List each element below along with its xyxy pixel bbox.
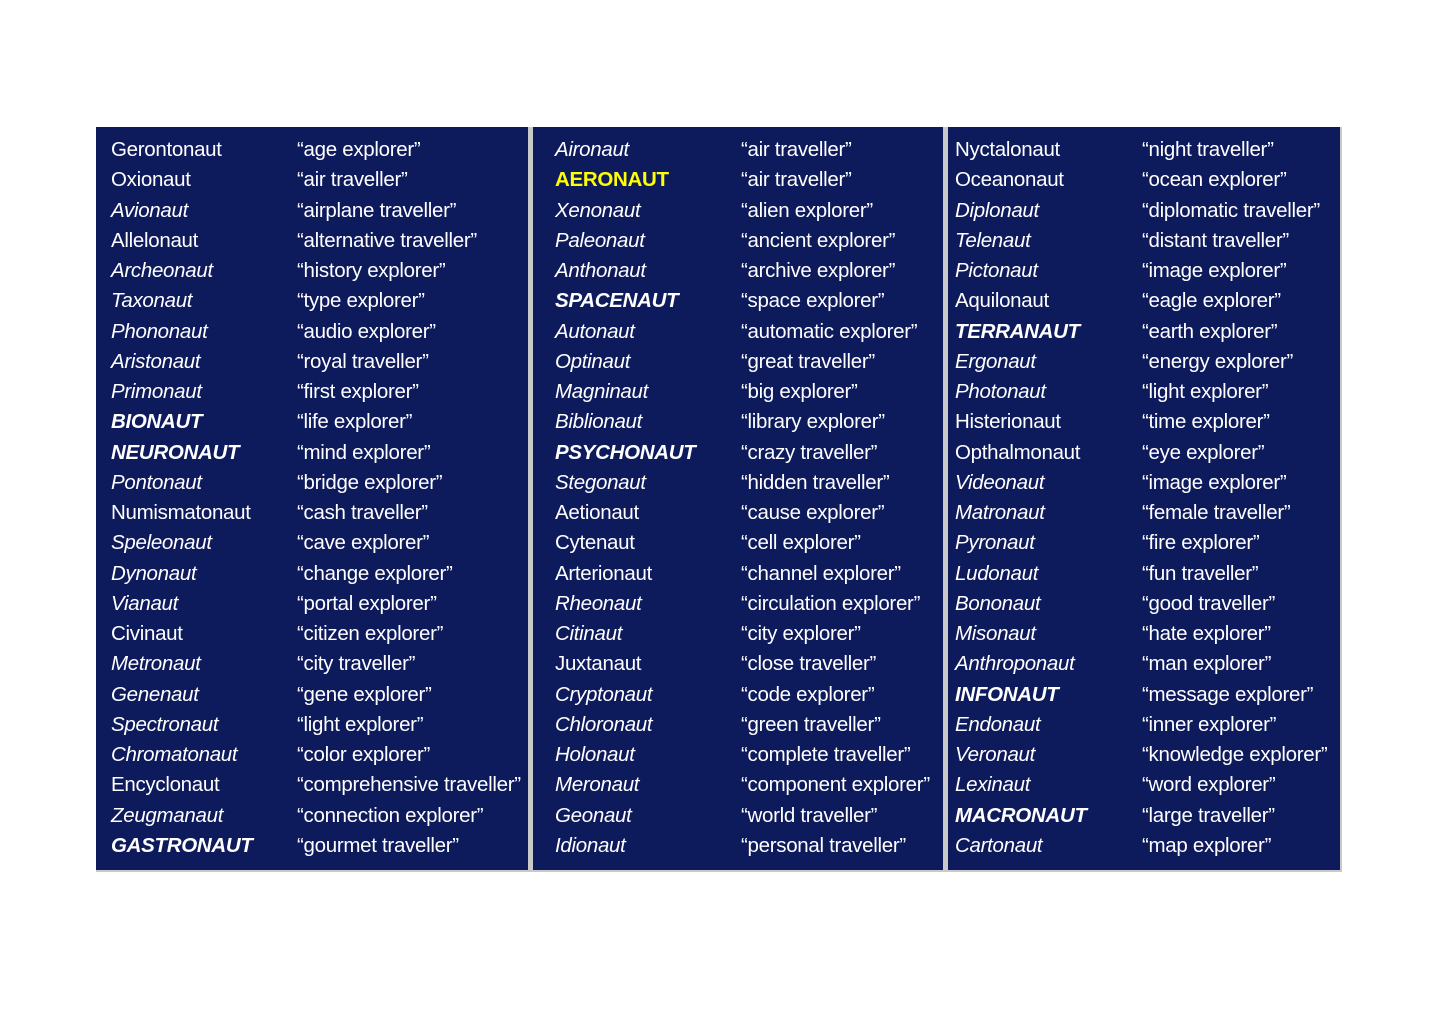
term-cell: Meronaut — [555, 773, 640, 797]
term-cell: Cartonaut — [955, 833, 1043, 857]
meaning-cell: “big explorer” — [741, 380, 858, 403]
meaning-cell: “good traveller” — [1142, 591, 1276, 615]
term-cell: Zeugmanaut — [111, 803, 224, 827]
meaning-cell: “city explorer” — [741, 622, 861, 645]
meaning-cell: “knowledge explorer” — [1142, 743, 1328, 766]
meaning-cell: “cell explorer” — [741, 531, 861, 555]
column-panel-3 — [948, 127, 1340, 870]
term-cell: Endonaut — [955, 712, 1041, 736]
term-cell: Ludonaut — [955, 561, 1039, 585]
term-cell: BIONAUT — [111, 410, 203, 434]
term-cell: PSYCHONAUT — [555, 440, 696, 464]
meaning-cell: “color explorer” — [297, 743, 431, 766]
term-cell: Lexinaut — [955, 773, 1031, 797]
meaning-cell: “female traveller” — [1142, 501, 1291, 524]
meaning-cell: “crazy traveller” — [741, 440, 878, 464]
term-cell: Bononaut — [955, 591, 1041, 615]
term-cell: TERRANAUT — [955, 319, 1080, 343]
meaning-cell: “time explorer” — [1142, 410, 1270, 434]
meaning-cell: “life explorer” — [297, 410, 413, 434]
term-cell: Numismatonaut — [111, 501, 251, 524]
meaning-cell: “air traveller” — [297, 168, 408, 192]
meaning-cell: “channel explorer” — [741, 561, 901, 585]
term-cell: SPACENAUT — [555, 289, 679, 313]
meaning-cell: “hidden traveller” — [741, 470, 890, 494]
term-cell: Autonaut — [555, 319, 635, 343]
term-cell: Histerionaut — [955, 410, 1061, 434]
column-panel-1 — [96, 127, 528, 870]
term-cell: AERONAUT — [555, 168, 669, 192]
term-cell: Avionaut — [111, 198, 189, 222]
meaning-cell: “audio explorer” — [297, 319, 436, 343]
term-cell: Metronaut — [111, 652, 201, 676]
meaning-cell: “citizen explorer” — [297, 622, 444, 645]
term-cell: Civinaut — [111, 622, 183, 645]
term-cell: Dynonaut — [111, 561, 197, 585]
meaning-cell: “library explorer” — [741, 410, 885, 434]
term-cell: Holonaut — [555, 743, 635, 766]
term-cell: GASTRONAUT — [111, 833, 253, 857]
term-cell: Nyctalonaut — [955, 138, 1060, 161]
meaning-cell: “personal traveller” — [741, 833, 906, 857]
meaning-cell: “gene explorer” — [297, 682, 432, 706]
term-cell: Chromatonaut — [111, 743, 238, 766]
meaning-cell: “ancient explorer” — [741, 228, 896, 252]
meaning-cell: “great traveller” — [741, 349, 875, 373]
term-cell: Pictonaut — [955, 259, 1038, 282]
term-cell: Aironaut — [555, 138, 629, 161]
meaning-cell: “change explorer” — [297, 561, 453, 585]
meaning-cell: “comprehensive traveller” — [297, 773, 521, 797]
term-cell: Genenaut — [111, 682, 199, 706]
term-cell: MACRONAUT — [955, 803, 1087, 827]
meaning-cell: “complete traveller” — [741, 743, 911, 766]
meaning-cell: “light explorer” — [1142, 380, 1269, 403]
meaning-cell: “city traveller” — [297, 652, 416, 676]
term-cell: Anthonaut — [555, 259, 646, 282]
meaning-cell: “word explorer” — [1142, 773, 1276, 797]
term-cell: Diplonaut — [955, 198, 1039, 222]
meaning-cell: “light explorer” — [297, 712, 424, 736]
term-cell: Cytenaut — [555, 531, 635, 555]
term-cell: Chloronaut — [555, 712, 653, 736]
meaning-cell: “space explorer” — [741, 289, 885, 313]
term-cell: Xenonaut — [555, 198, 641, 222]
term-cell: Allelonaut — [111, 228, 199, 252]
meaning-cell: “component explorer” — [741, 773, 930, 797]
term-cell: Veronaut — [955, 743, 1036, 766]
term-cell: NEURONAUT — [111, 440, 240, 464]
meaning-cell: “history explorer” — [297, 259, 446, 282]
term-cell: Cryptonaut — [555, 682, 653, 706]
meaning-cell: “age explorer” — [297, 138, 421, 161]
term-cell: Citinaut — [555, 622, 623, 645]
meaning-cell: “large traveller” — [1142, 803, 1275, 827]
term-cell: Aristonaut — [111, 349, 201, 373]
term-cell: Biblionaut — [555, 410, 643, 434]
term-cell: Phononaut — [111, 319, 208, 343]
meaning-cell: “energy explorer” — [1142, 349, 1293, 373]
meaning-cell: “automatic explorer” — [741, 319, 918, 343]
meaning-cell: “royal traveller” — [297, 349, 429, 373]
meaning-cell: “air traveller” — [741, 138, 852, 161]
meaning-cell: “diplomatic traveller” — [1142, 198, 1320, 222]
meaning-cell: “man explorer” — [1142, 652, 1272, 676]
term-cell: Geonaut — [555, 803, 632, 827]
term-cell: Arterionaut — [555, 561, 652, 585]
meaning-cell: “earth explorer” — [1142, 319, 1278, 343]
term-cell: Pyronaut — [955, 531, 1035, 555]
term-cell: Encyclonaut — [111, 773, 220, 797]
term-cell: Aetionaut — [555, 501, 639, 524]
term-cell: Telenaut — [955, 228, 1031, 252]
column-panel-2 — [533, 127, 943, 870]
meaning-cell: “air traveller” — [741, 168, 852, 192]
term-cell: Vianaut — [111, 591, 179, 615]
naut-word-table — [96, 127, 1342, 872]
meaning-cell: “eye explorer” — [1142, 440, 1265, 464]
meaning-cell: “first explorer” — [297, 380, 419, 403]
meaning-cell: “distant traveller” — [1142, 228, 1289, 252]
term-cell: Videonaut — [955, 470, 1045, 494]
meaning-cell: “ocean explorer” — [1142, 168, 1287, 192]
meaning-cell: “fun traveller” — [1142, 561, 1259, 585]
term-cell: Primonaut — [111, 380, 202, 403]
term-cell: Gerontonaut — [111, 138, 222, 161]
term-cell: Photonaut — [955, 380, 1046, 403]
term-cell: INFONAUT — [955, 682, 1059, 706]
term-cell: Pontonaut — [111, 470, 202, 494]
term-cell: Aquilonaut — [955, 289, 1049, 313]
meaning-cell: “alien explorer” — [741, 198, 873, 222]
meaning-cell: “world traveller” — [741, 803, 878, 827]
meaning-cell: “image explorer” — [1142, 259, 1287, 282]
term-cell: Paleonaut — [555, 228, 645, 252]
term-cell: Anthroponaut — [955, 652, 1075, 676]
term-cell: Juxtanaut — [555, 652, 642, 676]
term-cell: Ergonaut — [955, 349, 1036, 373]
term-cell: Opthalmonaut — [955, 440, 1081, 464]
meaning-cell: “eagle explorer” — [1142, 289, 1281, 313]
term-cell: Matronaut — [955, 501, 1045, 524]
meaning-cell: “circulation explorer” — [741, 591, 921, 615]
meaning-cell: “map explorer” — [1142, 833, 1272, 857]
meaning-cell: “cause explorer” — [741, 501, 885, 524]
meaning-cell: “hate explorer” — [1142, 622, 1271, 645]
meaning-cell: “gourmet traveller” — [297, 833, 459, 857]
meaning-cell: “code explorer” — [741, 682, 875, 706]
meaning-cell: “close traveller” — [741, 652, 877, 676]
term-cell: Magninaut — [555, 380, 649, 403]
term-cell: Oceanonaut — [955, 168, 1064, 192]
term-cell: Stegonaut — [555, 470, 646, 494]
meaning-cell: “fire explorer” — [1142, 531, 1260, 555]
meaning-cell: “alternative traveller” — [297, 228, 477, 252]
meaning-cell: “cash traveller” — [297, 501, 428, 524]
term-cell: Idionaut — [555, 833, 626, 857]
term-cell: Archeonaut — [111, 259, 213, 282]
meaning-cell: “night traveller” — [1142, 138, 1274, 161]
meaning-cell: “message explorer” — [1142, 682, 1314, 706]
meaning-cell: “inner explorer” — [1142, 712, 1277, 736]
meaning-cell: “cave explorer” — [297, 531, 430, 555]
meaning-cell: “connection explorer” — [297, 803, 484, 827]
meaning-cell: “portal explorer” — [297, 591, 437, 615]
meaning-cell: “airplane traveller” — [297, 198, 457, 222]
term-cell: Misonaut — [955, 622, 1036, 645]
meaning-cell: “mind explorer” — [297, 440, 431, 464]
term-cell: Speleonaut — [111, 531, 212, 555]
meaning-cell: “type explorer” — [297, 289, 425, 313]
meaning-cell: “archive explorer” — [741, 259, 896, 282]
term-cell: Spectronaut — [111, 712, 219, 736]
term-cell: Oxionaut — [111, 168, 191, 192]
meaning-cell: “green traveller” — [741, 712, 881, 736]
term-cell: Optinaut — [555, 349, 631, 373]
term-cell: Taxonaut — [111, 289, 193, 313]
term-cell: Rheonaut — [555, 591, 642, 615]
meaning-cell: “image explorer” — [1142, 470, 1287, 494]
meaning-cell: “bridge explorer” — [297, 470, 443, 494]
